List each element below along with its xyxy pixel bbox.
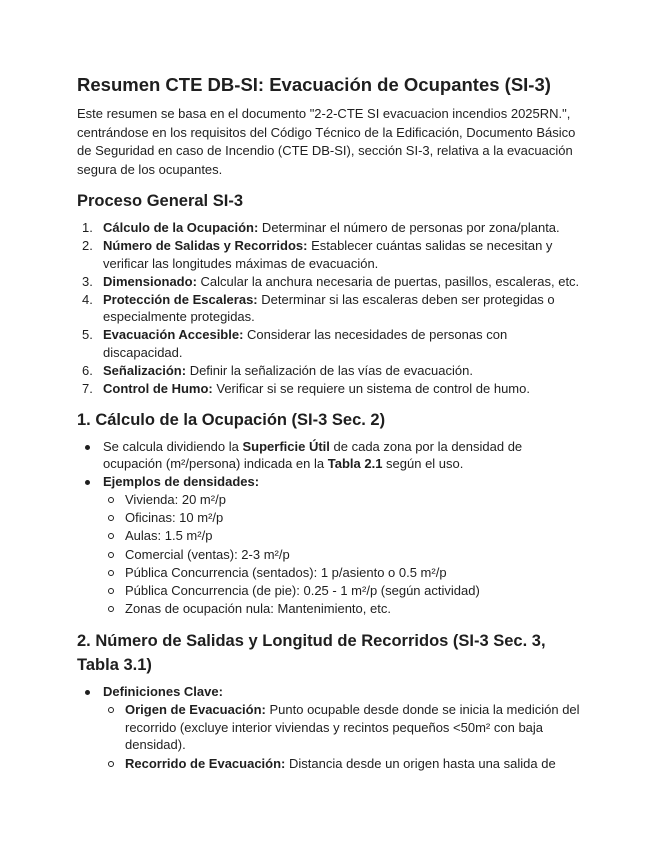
- step-text: Definir la señalización de las vías de evacuación.: [186, 362, 473, 378]
- definition-text: Punto ocupable desde donde se inicia la medición del recorrido (excluye interior viviendas y recintos pequeños <50m² con baja densidad).: [125, 702, 580, 753]
- circle-bullet-icon: [108, 761, 114, 767]
- circle-bullet-icon: [108, 515, 114, 521]
- step-text: Considerar las necesidades de personas con discapacidad.: [103, 327, 508, 360]
- definition-text: Distancia desde un origen hasta una salida de: [285, 755, 556, 771]
- bullet-icon: [85, 445, 90, 450]
- list-item: [103, 527, 582, 545]
- salidas-list: [77, 683, 582, 772]
- list-item: [77, 683, 582, 772]
- step-text: Determinar el número de personas por zona/planta.: [258, 220, 560, 235]
- circle-bullet-icon: [108, 588, 114, 594]
- list-item: [77, 362, 582, 380]
- section-heading-proceso: Proceso General SI-3: [77, 192, 243, 210]
- ejemplo-text: Aulas: 1.5 m²/p: [125, 528, 213, 544]
- step-term: Señalización:: [103, 362, 187, 378]
- list-item: [103, 546, 582, 564]
- bold-term: Origen de Evacuación:: [125, 702, 266, 718]
- list-item: [77, 473, 582, 617]
- list-item: [103, 564, 582, 582]
- ejemplo-text: Oficinas: 10 m²/p: [125, 510, 224, 526]
- step-term: Evacuación Accesible:: [103, 327, 244, 343]
- document-content: [77, 72, 582, 773]
- step-term: Protección de Escaleras:: [103, 291, 258, 307]
- text-run: Se calcula dividiendo la: [103, 438, 243, 454]
- list-item: [103, 509, 582, 527]
- bold-term: Tabla 2.1: [327, 456, 383, 472]
- circle-bullet-icon: [108, 497, 114, 503]
- list-number: 6.: [82, 362, 93, 378]
- bold-term: Recorrido de Evacuación:: [125, 755, 286, 771]
- list-item: [103, 755, 582, 773]
- list-item: [77, 326, 582, 361]
- text-run: según el uso.: [382, 456, 464, 472]
- step-term: Dimensionado:: [103, 273, 197, 289]
- list-number: 4.: [82, 291, 93, 307]
- circle-bullet-icon: [108, 570, 114, 576]
- section-heading-ocupacion: 1. Cálculo de la Ocupación (SI-3 Sec. 2): [77, 410, 386, 429]
- circle-bullet-icon: [108, 707, 114, 713]
- step-text: Determinar si las escaleras deben ser protegidas o especialmente protegidas.: [103, 291, 555, 325]
- list-item: [77, 273, 582, 291]
- bullet-icon: [85, 690, 90, 695]
- list-number: 5.: [82, 327, 93, 343]
- list-number: 3.: [82, 273, 93, 289]
- list-number: 7.: [82, 381, 93, 397]
- ejemplo-text: Comercial (ventas): 2-3 m²/p: [125, 546, 290, 562]
- list-item: [77, 291, 582, 326]
- list-number: 2.: [82, 238, 93, 254]
- list-number: 1.: [82, 220, 93, 235]
- step-text: Verificar si se requiere un sistema de control de humo.: [212, 381, 530, 397]
- step-text: Calcular la anchura necesaria de puertas, pasillos, escaleras, etc.: [196, 273, 580, 289]
- step-term: Cálculo de la Ocupación:: [103, 220, 259, 235]
- list-item: [77, 380, 582, 398]
- intro-paragraph: Este resumen se basa en el documento "2-2-CTE SI evacuacion incendios 2025RN.", centrándose en los requisitos del Código Técnico de la Edificación, Documento Básico de Seguridad en caso de Incendio (CTE DB-SI), sección SI-3, relativa a la evacuación segura de los ocupantes.: [77, 106, 576, 177]
- text-run: de cada zona por la densidad de ocupación (m²/persona) indicada en la: [103, 438, 523, 472]
- bold-term: Superficie Útil: [242, 438, 330, 454]
- list-item: [77, 438, 582, 473]
- list-item: [77, 219, 582, 237]
- ejemplo-text: Pública Concurrencia (de pie): 0.25 - 1 m²/p (según actividad): [125, 582, 480, 598]
- ejemplo-text: Pública Concurrencia (sentados): 1 p/asiento o 0.5 m²/p: [125, 564, 447, 580]
- list-item: [103, 701, 582, 754]
- page-title: Resumen CTE DB-SI: Evacuación de Ocupantes (SI-3): [77, 74, 551, 95]
- bullet-icon: [85, 480, 90, 485]
- ejemplos-label: Ejemplos de densidades:: [103, 474, 260, 490]
- step-term: Número de Salidas y Recorridos:: [103, 238, 308, 254]
- list-item: [103, 600, 582, 618]
- circle-bullet-icon: [108, 552, 114, 558]
- list-item: [103, 582, 582, 600]
- proceso-steps-list: [77, 219, 582, 398]
- list-item: [103, 491, 582, 509]
- circle-bullet-icon: [108, 606, 114, 612]
- step-term: Control de Humo:: [103, 381, 213, 397]
- definiciones-list: [103, 701, 582, 772]
- ejemplos-list: [103, 491, 582, 617]
- ejemplo-text: Zonas de ocupación nula: Mantenimiento, etc.: [125, 600, 391, 616]
- definiciones-label: Definiciones Clave:: [103, 684, 223, 700]
- ejemplo-text: Vivienda: 20 m²/p: [125, 492, 226, 508]
- ocupacion-list: [77, 438, 582, 618]
- circle-bullet-icon: [108, 533, 114, 539]
- step-text: Establecer cuántas salidas se necesitan y verificar las longitudes máximas de evacuación.: [103, 238, 553, 271]
- list-item: [77, 237, 582, 272]
- section-heading-salidas: 2. Número de Salidas y Longitud de Recorridos (SI-3 Sec. 3, Tabla 3.1): [77, 632, 546, 675]
